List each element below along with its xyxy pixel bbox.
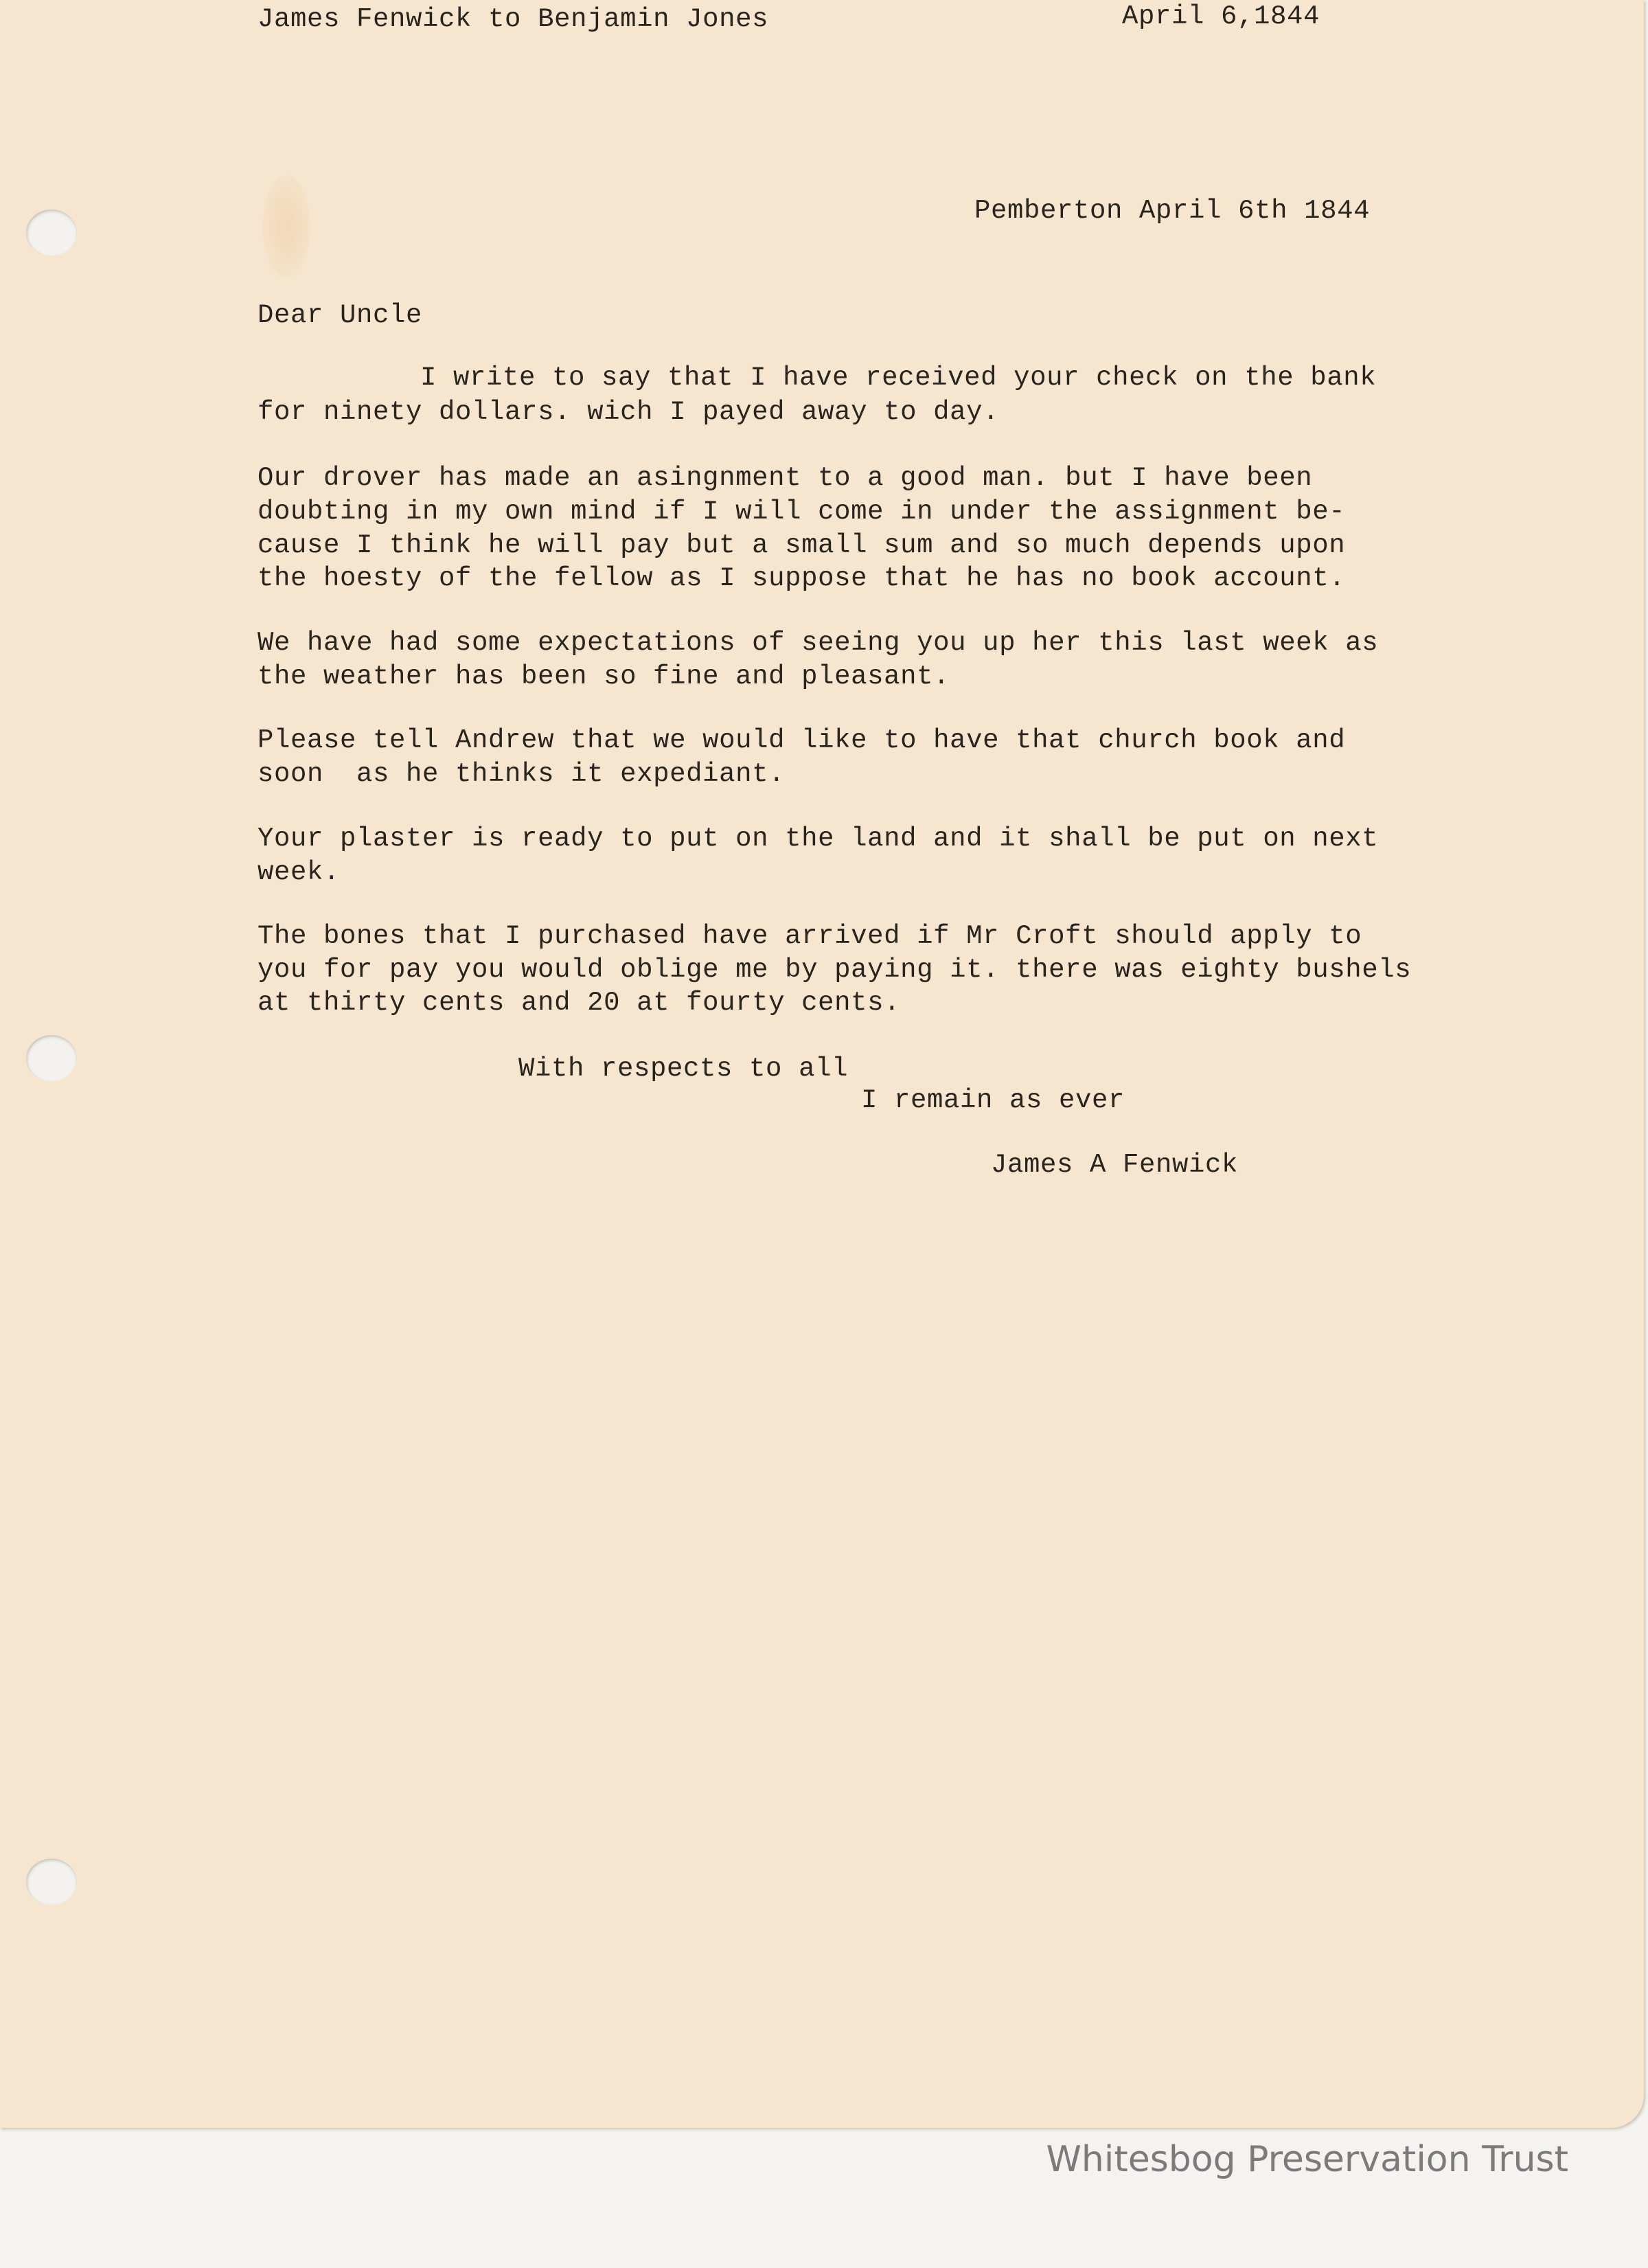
paragraph-2-line-2: doubting in my own mind if I will come in under the assignment be- (258, 497, 1346, 527)
paragraph-5-line-2: week. (258, 857, 341, 887)
paragraph-3-line-1: We have had some expectations of seeing you up her this last week as (258, 628, 1379, 658)
paragraph-5-line-1: Your plaster is ready to put on the land and it shall be put on next (258, 824, 1379, 854)
paragraph-2-line-1: Our drover has made an asingnment to a good man. but I have been (258, 463, 1313, 493)
letter-salutation: Dear Uncle (258, 300, 423, 330)
header-date: April 6,1844 (1122, 1, 1320, 32)
paragraph-6-line-3: at thirty cents and 20 at fourty cents. (258, 988, 901, 1018)
paper-stain (262, 175, 310, 278)
paragraph-6-line-2: you for pay you would oblige me by paying it. there was eighty bushels (258, 955, 1412, 985)
paragraph-3-line-2: the weather has been so fine and pleasant. (258, 661, 950, 692)
paragraph-4-line-2: soon as he thinks it expediant. (258, 759, 786, 789)
paragraph-4-line-1: Please tell Andrew that we would like to have that church book and (258, 725, 1346, 756)
header-title: James Fenwick to Benjamin Jones (258, 4, 769, 34)
paragraph-2-line-3: cause I think he will pay but a small sum and so much depends upon (258, 530, 1346, 560)
paragraph-2-line-4: the hoesty of the fellow as I suppose that he has no book account. (258, 563, 1346, 593)
signature: James A Fenwick (991, 1150, 1239, 1180)
closing-remain: I remain as ever (861, 1085, 1125, 1115)
closing-respects: With respects to all (518, 1054, 849, 1084)
letter-place-date: Pemberton April 6th 1844 (974, 196, 1371, 226)
binder-hole-top (26, 209, 77, 256)
paragraph-1-line-1: I write to say that I have received your check on the bank (420, 363, 1377, 393)
paragraph-1-line-2: for ninety dollars. wich I payed away to day. (258, 397, 1000, 427)
binder-hole-middle (26, 1035, 77, 1082)
paragraph-6-line-1: The bones that I purchased have arrived if Mr Croft should apply to (258, 921, 1362, 951)
binder-hole-bottom (26, 1859, 77, 1905)
watermark-text: Whitesbog Preservation Trust (1046, 2139, 1568, 2180)
